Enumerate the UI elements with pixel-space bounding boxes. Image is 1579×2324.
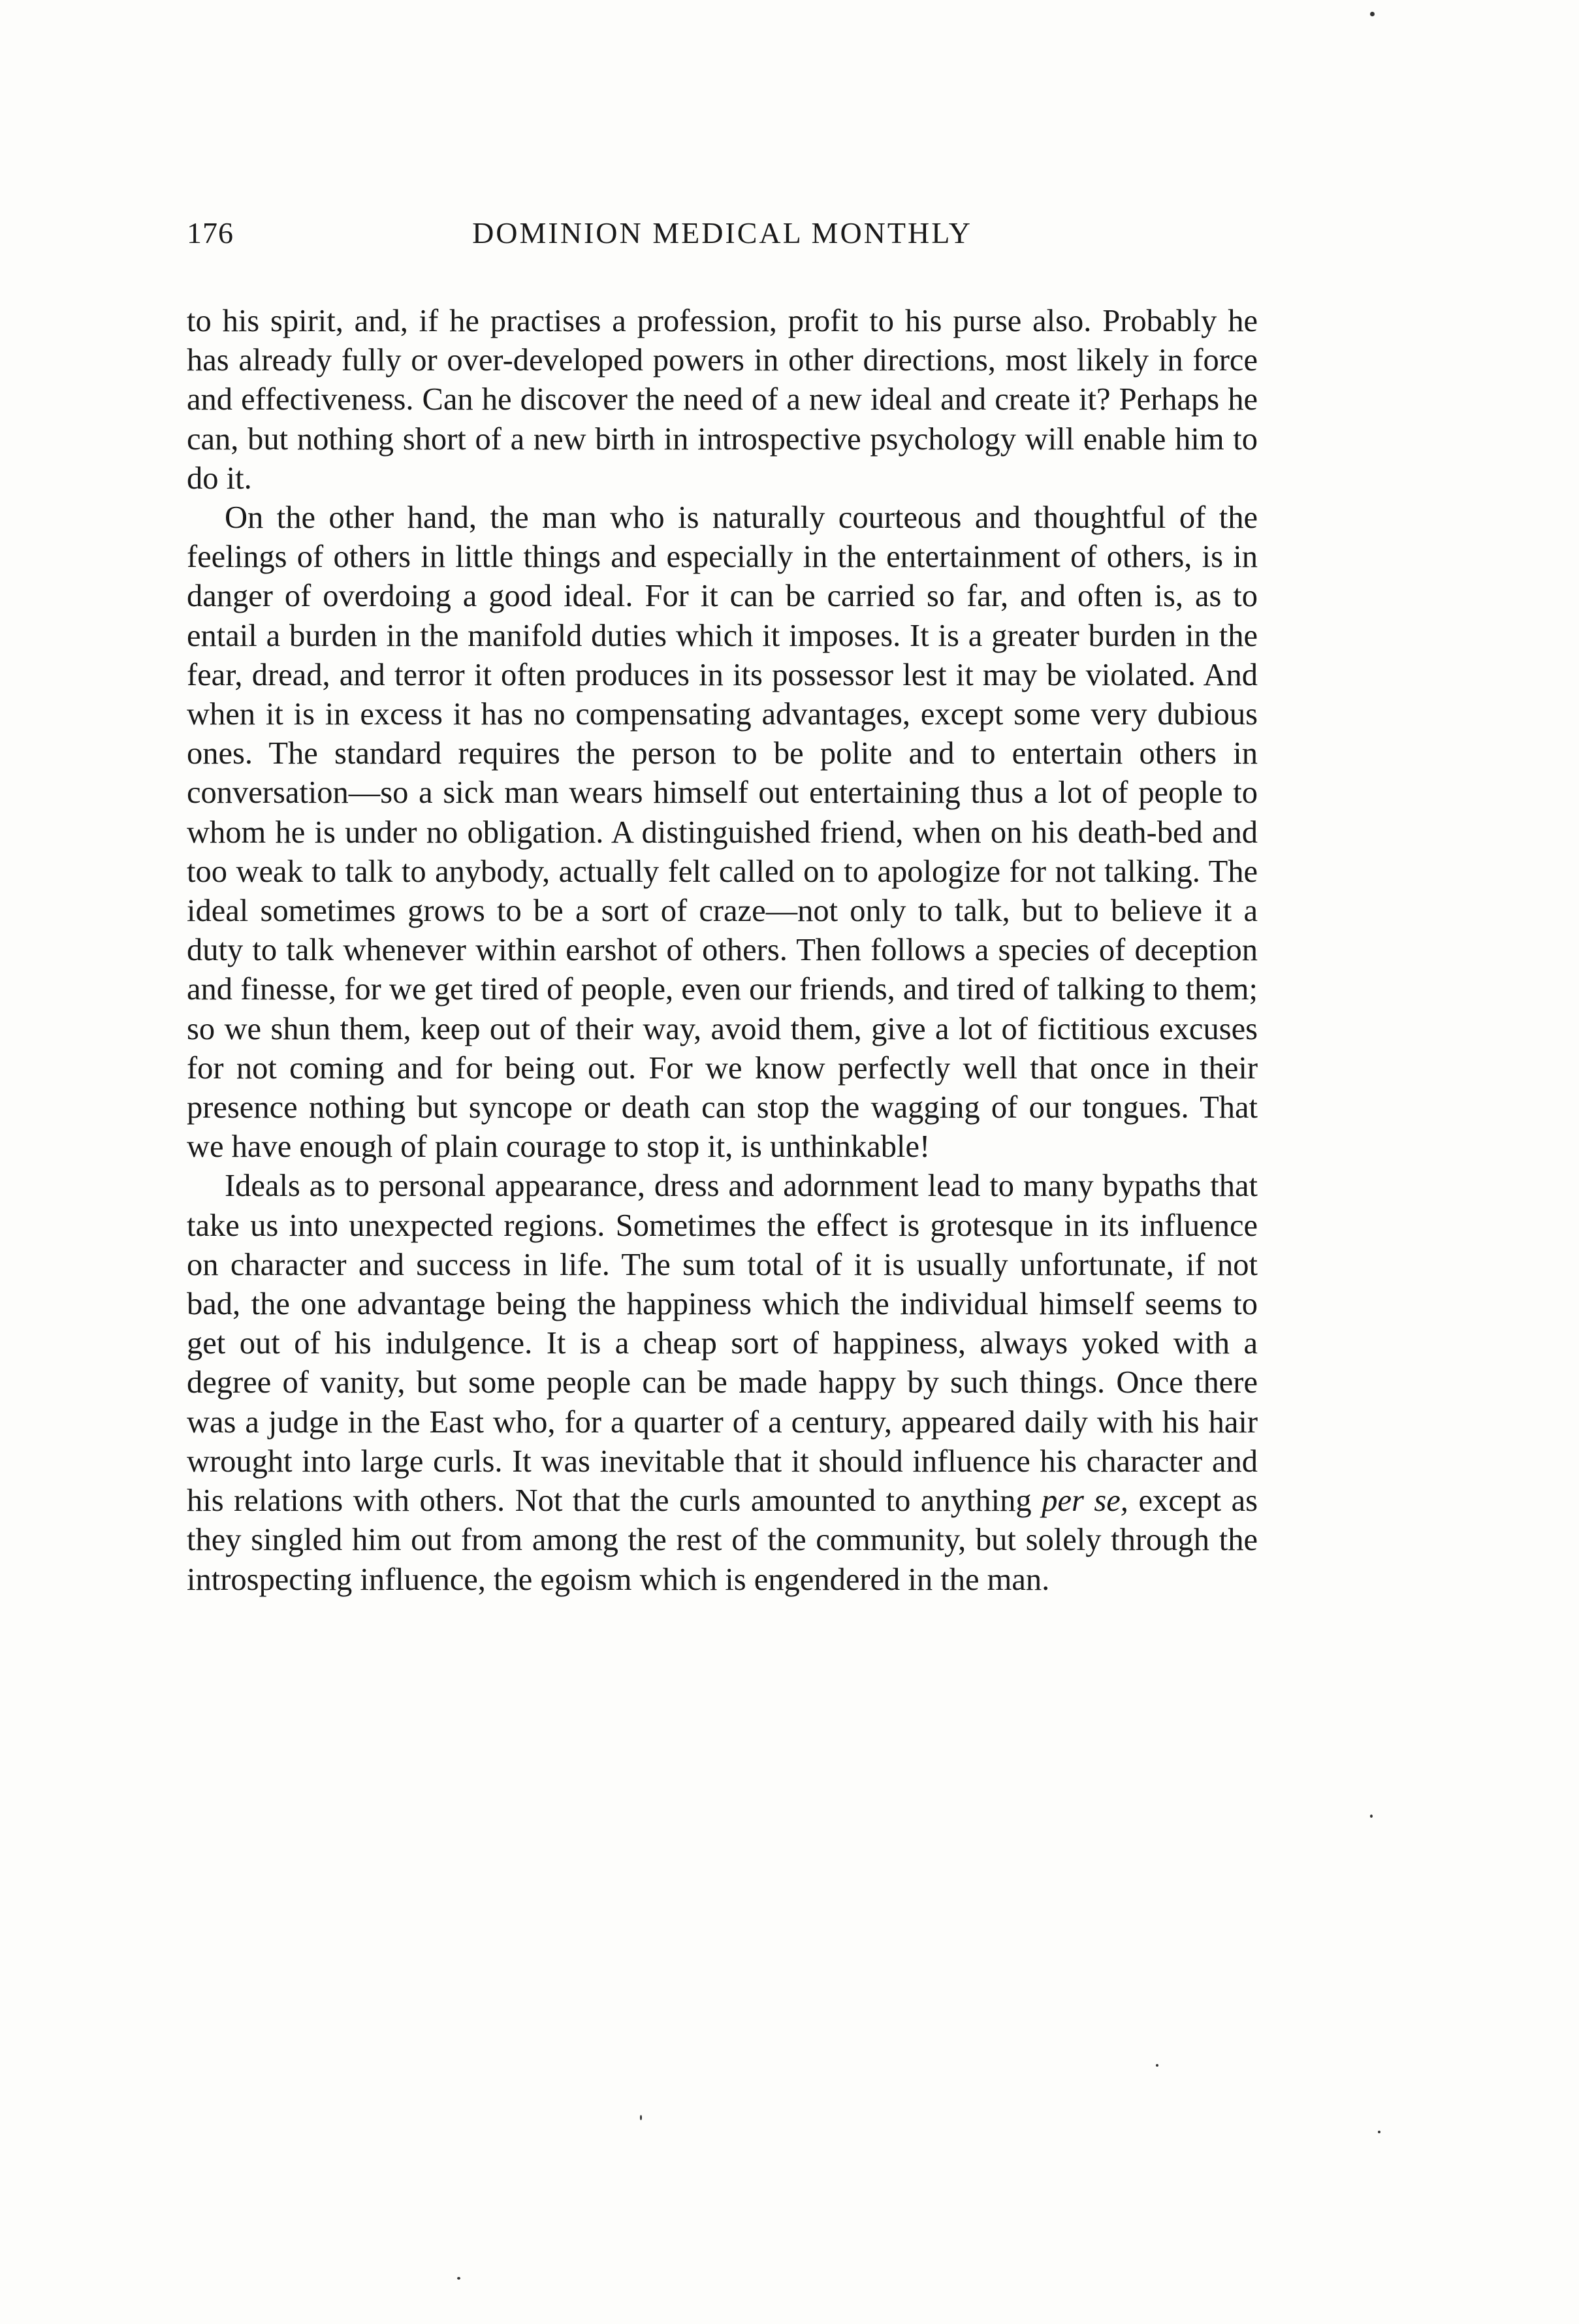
body-text: [187, 302, 1258, 1600]
print-speck: [1378, 2131, 1380, 2133]
print-speck: [640, 2115, 642, 2120]
paragraph-1: to his spirit, and, if he practises a profession, profit to his purse also. Probably he has already fully or over-developed powers in other directions, most likely in force and effectiveness. Can he discover the need of a new ideal and create it? Perhaps he can, but nothing short of a new birth in introspective psychology will enable him to do it.: [187, 304, 1258, 496]
paragraph-3: [187, 1167, 1258, 1599]
print-speck: [1370, 1815, 1373, 1818]
italic-phrase: per se,: [1042, 1483, 1128, 1519]
print-speck: [1156, 2064, 1158, 2067]
print-speck: [1370, 12, 1375, 16]
paragraph-3-text-before: Ideals as to personal appearance, dress and adornment lead to many bypaths that take us into unexpected regions. Sometimes the effect is grotesque in its influence on character and success in life. The sum total of it is usually unfortunate, if not bad, the one advantage being the happiness which the individual himself seems to get out of his indulgence. It is a cheap sort of happiness, always yoked with a degree of vanity, but some people can be made happy by such things. Once there was a judge in the East who, for a quarter of a century, appeared daily with his hair wrought into large curls. It was inevitable that it should influence his character and his relations with others. Not that the curls amounted to anything: [187, 1169, 1258, 1519]
print-speck: [457, 2277, 460, 2280]
paragraph-2: On the other hand, the man who is naturally courteous and thoughtful of the feelings of others in little things and especially in the entertainment of others, is in danger of overdoing a good ideal. For it can be carried so far, and often is, as to entail a burden in the manifold duties which it imposes. It is a greater burden in the fear, dread, and terror it often produces in its possessor lest it may be violated. And when it is in excess it has no compensating advantages, except some very dubious ones. The standard requires the person to be polite and to entertain others in conversation—so a sick man wears himself out entertaining thus a lot of people to whom he is under no obligation. A distinguished friend, when on his death-bed and too weak to talk to anybody, actually felt called on to apologize for not talking. The ideal sometimes grows to be a sort of craze—not only to talk, but to believe it a duty to talk whenever within earshot of others. Then follows a species of deception and finesse, for we get tired of people, even our friends, and tired of talking to them; so we shun them, keep out of their way, avoid them, give a lot of fictitious excuses for not coming and for being out. For we know perfectly well that once in their presence nothing but syncope or death can stop the wagging of our tongues. That we have enough of plain courage to stop it, is unthinkable!: [187, 500, 1258, 1165]
journal-title: DOMINION MEDICAL MONTHLY: [472, 216, 972, 250]
running-head: [187, 216, 1258, 261]
page-number: 176: [187, 216, 234, 250]
paragraph-3-text-after: except as they singled him out from among the rest of the community, but solely through the introspecting influence, the egoism which is engendered in the man.: [187, 1483, 1258, 1597]
